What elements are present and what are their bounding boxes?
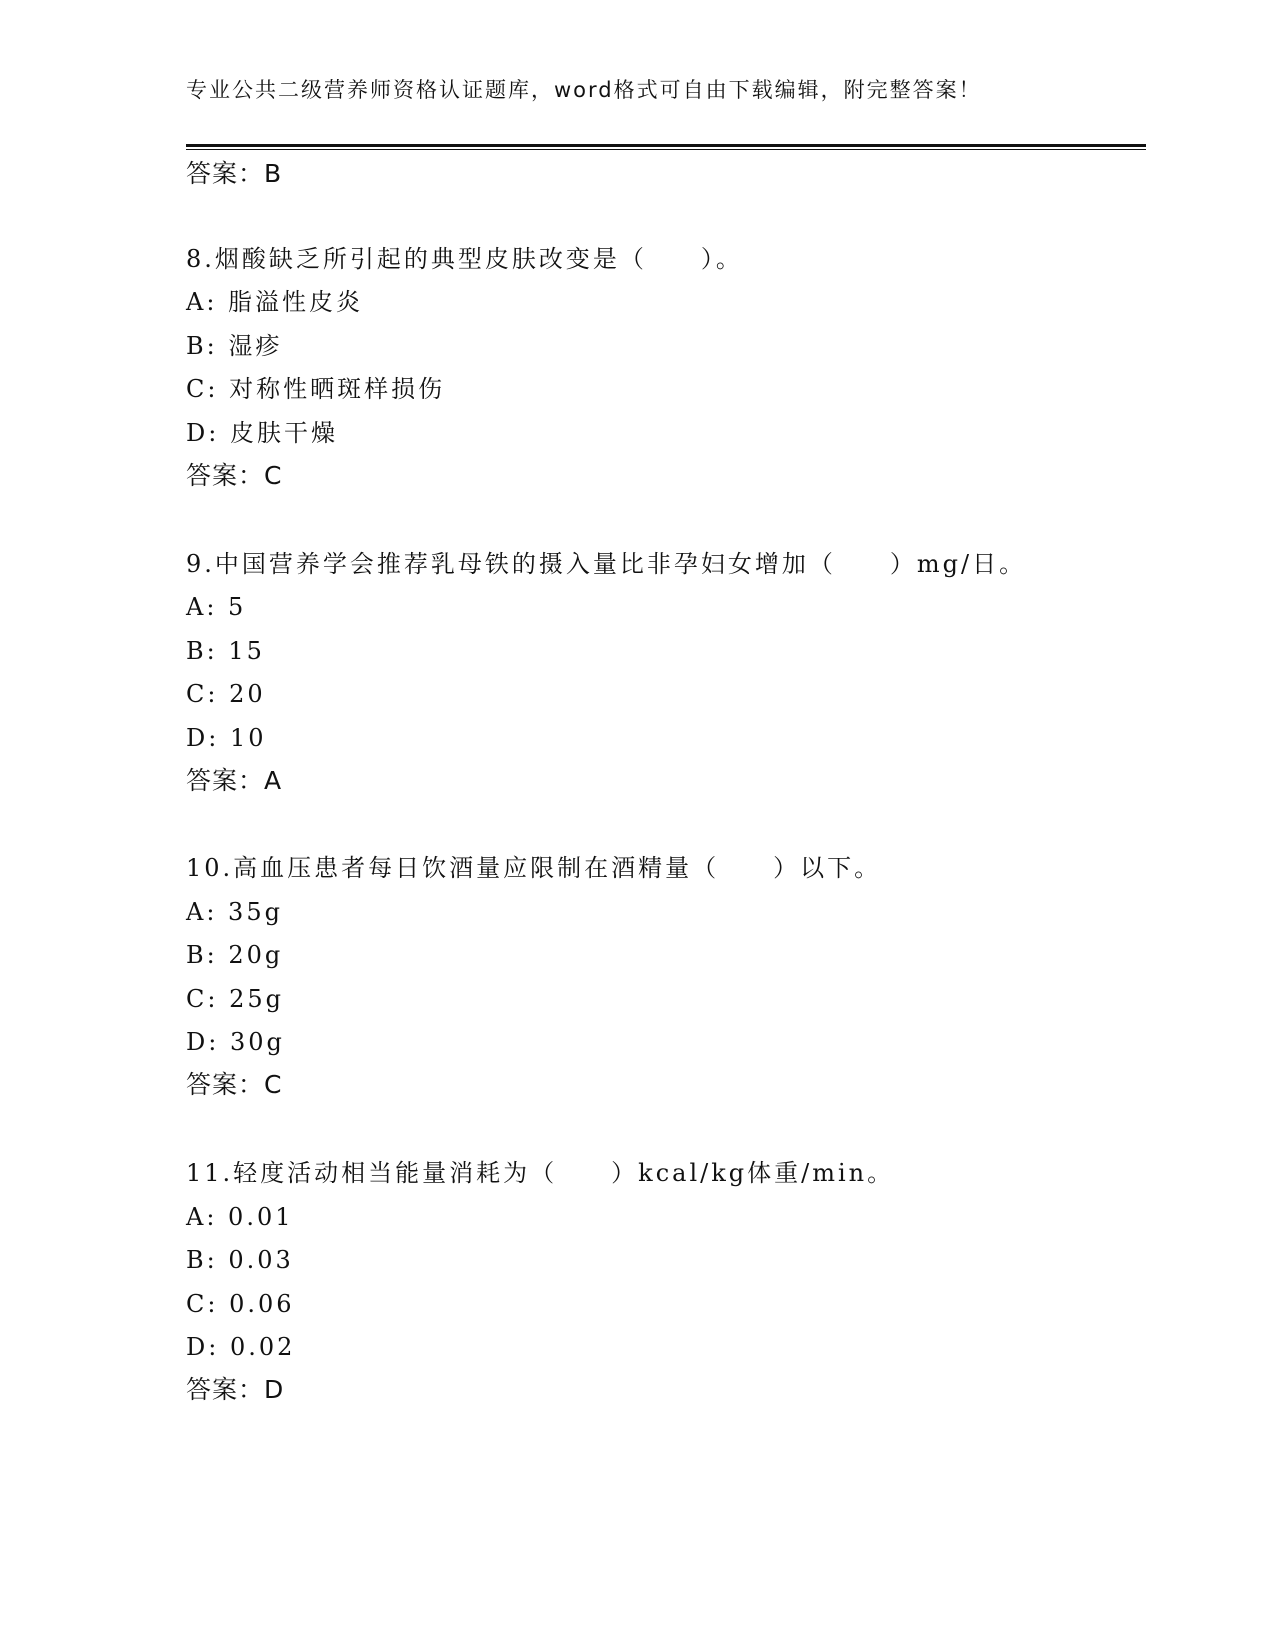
question-11-option-b: B: 0.03 xyxy=(186,1246,294,1274)
question-11-option-a: A: 0.01 xyxy=(186,1203,294,1231)
question-10-stem: 10.高血压患者每日饮酒量应限制在酒精量（ ）以下。 xyxy=(186,854,882,882)
question-9-answer: 答案：A xyxy=(186,766,283,795)
question-10-option-d: D: 30g xyxy=(186,1028,285,1056)
question-8-option-a: A: 脂溢性皮炎 xyxy=(186,288,364,316)
question-10-option-a: A: 35g xyxy=(186,898,283,926)
question-10-option-c: C: 25g xyxy=(186,985,284,1013)
question-11-stem: 11.轻度活动相当能量消耗为（ ）kcal/kg体重/min。 xyxy=(186,1159,895,1187)
question-11-answer: 答案：D xyxy=(186,1375,285,1404)
question-10-answer: 答案：C xyxy=(186,1070,283,1099)
question-10-option-b: B: 20g xyxy=(186,941,284,969)
question-8-option-c: C: 对称性晒斑样损伤 xyxy=(186,375,446,403)
question-9-option-b: B: 15 xyxy=(186,637,265,665)
question-8-stem: 8.烟酸缺乏所引起的典型皮肤改变是（ ）。 xyxy=(186,245,743,273)
page-header: 专业公共二级营养师资格认证题库，word格式可自由下载编辑，附完整答案！ xyxy=(186,78,982,102)
previous-answer: 答案：B xyxy=(186,159,283,188)
question-11-option-c: C: 0.06 xyxy=(186,1290,295,1318)
header-rule-thick xyxy=(186,144,1146,147)
question-8-option-d: D: 皮肤干燥 xyxy=(186,419,338,447)
question-8-answer: 答案：C xyxy=(186,461,283,490)
question-11-option-d: D: 0.02 xyxy=(186,1333,296,1361)
question-9-stem: 9.中国营养学会推荐乳母铁的摄入量比非孕妇女增加（ ）mg/日。 xyxy=(186,550,1027,578)
question-9-option-a: A: 5 xyxy=(186,593,247,621)
header-rule-thin xyxy=(186,149,1146,150)
question-8-option-b: B: 湿疹 xyxy=(186,332,283,360)
question-9-option-c: C: 20 xyxy=(186,680,266,708)
question-9-option-d: D: 10 xyxy=(186,724,267,752)
